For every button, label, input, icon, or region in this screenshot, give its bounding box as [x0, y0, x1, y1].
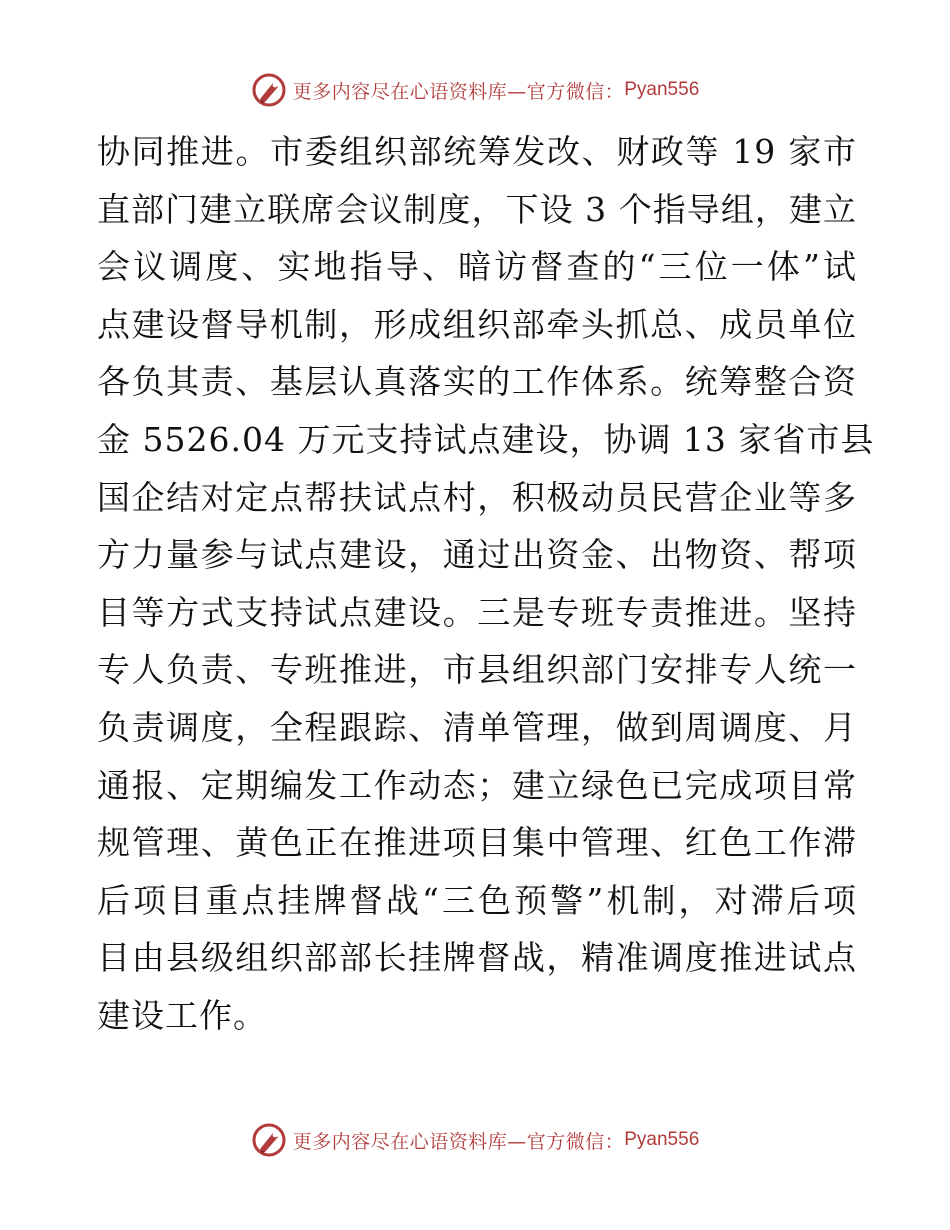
text-line: 后项目重点挂牌督战“三色预警”机制，对滞后项: [97, 880, 857, 920]
pen-logo-icon: [251, 72, 287, 108]
text-line: 金 5526.04 万元支持试点建设，协调 13 家省市县: [97, 419, 875, 459]
header-watermark: [0, 70, 950, 110]
pen-logo-icon: [251, 1122, 287, 1158]
text-line: 国企结对定点帮扶试点村，积极动员民营企业等多: [97, 477, 857, 517]
text-line: 目等方式支持试点建设。三是专班专责推进。坚持: [97, 592, 857, 632]
text-line: 目由县级组织部部长挂牌督战，精准调度推进试点: [97, 938, 857, 978]
text-line: 规管理、黄色正在推进项目集中管理、红色工作滞: [97, 823, 857, 863]
watermark-wechat-id: Pyan556: [624, 1129, 700, 1150]
watermark-text: 更多内容尽在心语资料库—官方微信：: [292, 80, 625, 103]
text-line: 直部门建立联席会议制度，下设 3 个指导组，建立: [97, 189, 857, 229]
watermark-wechat-id: Pyan556: [624, 79, 700, 100]
document-body: [97, 123, 875, 1045]
text-line: 各负其责、基层认真落实的工作体系。统筹整合资: [97, 362, 857, 402]
footer-watermark: [0, 1120, 950, 1160]
text-line: 专人负责、专班推进，市县组织部门安排专人统一: [97, 650, 857, 690]
text-line: 通报、定期编发工作动态；建立绿色已完成项目常: [97, 765, 857, 805]
text-line: 点建设督导机制，形成组织部牵头抓总、成员单位: [97, 304, 857, 344]
text-line: 负责调度，全程跟踪、清单管理，做到周调度、月: [97, 707, 857, 747]
text-line: 建设工作。: [97, 995, 267, 1035]
watermark-text: 更多内容尽在心语资料库—官方微信：: [292, 1130, 625, 1153]
text-line: 协同推进。市委组织部统筹发改、财政等 19 家市: [97, 132, 857, 171]
text-line: 方力量参与试点建设，通过出资金、出物资、帮项: [97, 535, 857, 575]
text-line: 会议调度、实地指导、暗访督查的“三位一体”试: [97, 247, 857, 287]
